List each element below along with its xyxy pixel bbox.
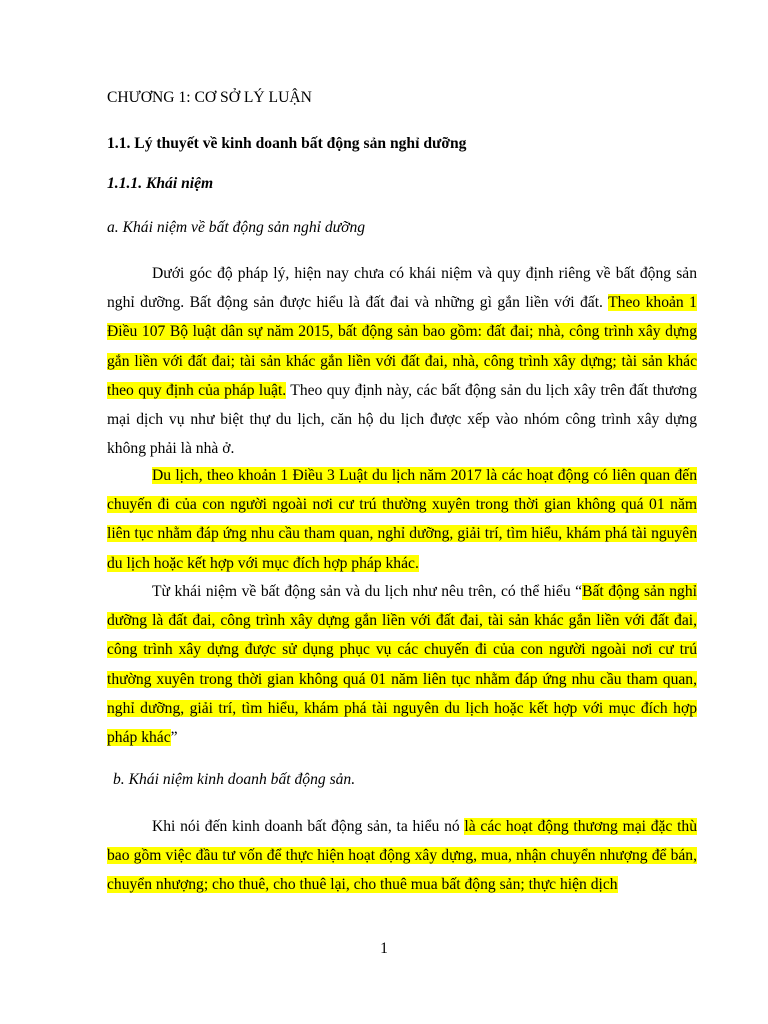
paragraph-2-highlight: Du lịch, theo khoản 1 Điều 3 Luật du lịch năm 2017 là các hoạt động có liên quan đến chuyến đi của con người ngoài nơi cư trú thường xuyên trong thời gian không quá 01 năm liên tục nhằm đáp ứng nhu cầu tham quan, nghỉ dưỡng, giải trí, tìm hiểu, khám phá tài nguyên du lịch hoặc kết hợp với mục đích hợp pháp khác. (107, 467, 697, 572)
paragraph-1-highlight: Theo khoản 1 Điều 107 Bộ luật dân sự năm 2015, bất động sản bao gồm: đất đai; nhà, công trình xây dựng gắn liền với đất đai; tài sản khác gắn liền với đất đai, nhà, công trình xây dựng; tài sản khác theo quy định của pháp luật. (107, 294, 697, 399)
paragraph-3-highlight: Bất động sản nghỉ dưỡng là đất đai, công trình xây dựng gắn liền với đất đai, tài sản khác gắn liền với đất đai, công trình xây dựng được sử dụng phục vụ các chuyến đi của con người ngoài nơi cư trú thường xuyên trong thời gian không quá 01 năm liên tục nhằm đáp ứng nhu cầu tham quan, nghỉ dưỡng, giải trí, tìm hiểu, khám phá tài nguyên du lịch hoặc kết hợp với mục đích hợp pháp khác (107, 583, 697, 747)
paragraph-4 (107, 812, 697, 900)
chapter-title: CHƯƠNG 1: CƠ SỞ LÝ LUẬN (107, 89, 312, 106)
heading-a: a. Khái niệm về bất động sản nghỉ dưỡng (107, 219, 366, 236)
paragraph-4-text: Khi nói đến kinh doanh bất động sản, ta hiểu nó (152, 818, 465, 835)
paragraph-4-highlight: là các hoạt động thương mại đặc thù bao gồm việc đầu tư vốn để thực hiện hoạt động xây dựng, mua, nhận chuyển nhượng để bán, chuyển nhượng; cho thuê, cho thuê lại, cho thuê mua bất động sản; thực hiện dịch (107, 818, 697, 894)
heading-b: b. Khái niệm kinh doanh bất động sản. (113, 771, 356, 788)
page-number: 1 (380, 940, 388, 957)
paragraph-1-text-end: Theo quy định này, các bất động sản du lịch xây trên đất thương mại dịch vụ như biệt thự du lịch, căn hộ du lịch được xếp vào nhóm công trình xây dựng không phải là nhà ở. (107, 381, 697, 458)
paragraph-1 (107, 259, 697, 463)
paragraph-2 (107, 461, 697, 578)
paragraph-3-text-end: ” (170, 729, 178, 747)
section-title: 1.1. Lý thuyết về kinh doanh bất động sản nghỉ dưỡng (107, 135, 467, 152)
paragraph-3 (107, 577, 697, 752)
subsection-title: 1.1.1. Khái niệm (107, 175, 214, 192)
paragraph-1-text: Dưới góc độ pháp lý, hiện nay chưa có khái niệm và quy định riêng về bất động sản nghỉ dưỡng. Bất động sản được hiểu là đất đai và những gì gắn liền với đất. (107, 265, 697, 312)
paragraph-3-text: Từ khái niệm về bất động sản và du lịch như nêu trên, có thể hiểu “ (152, 583, 583, 600)
